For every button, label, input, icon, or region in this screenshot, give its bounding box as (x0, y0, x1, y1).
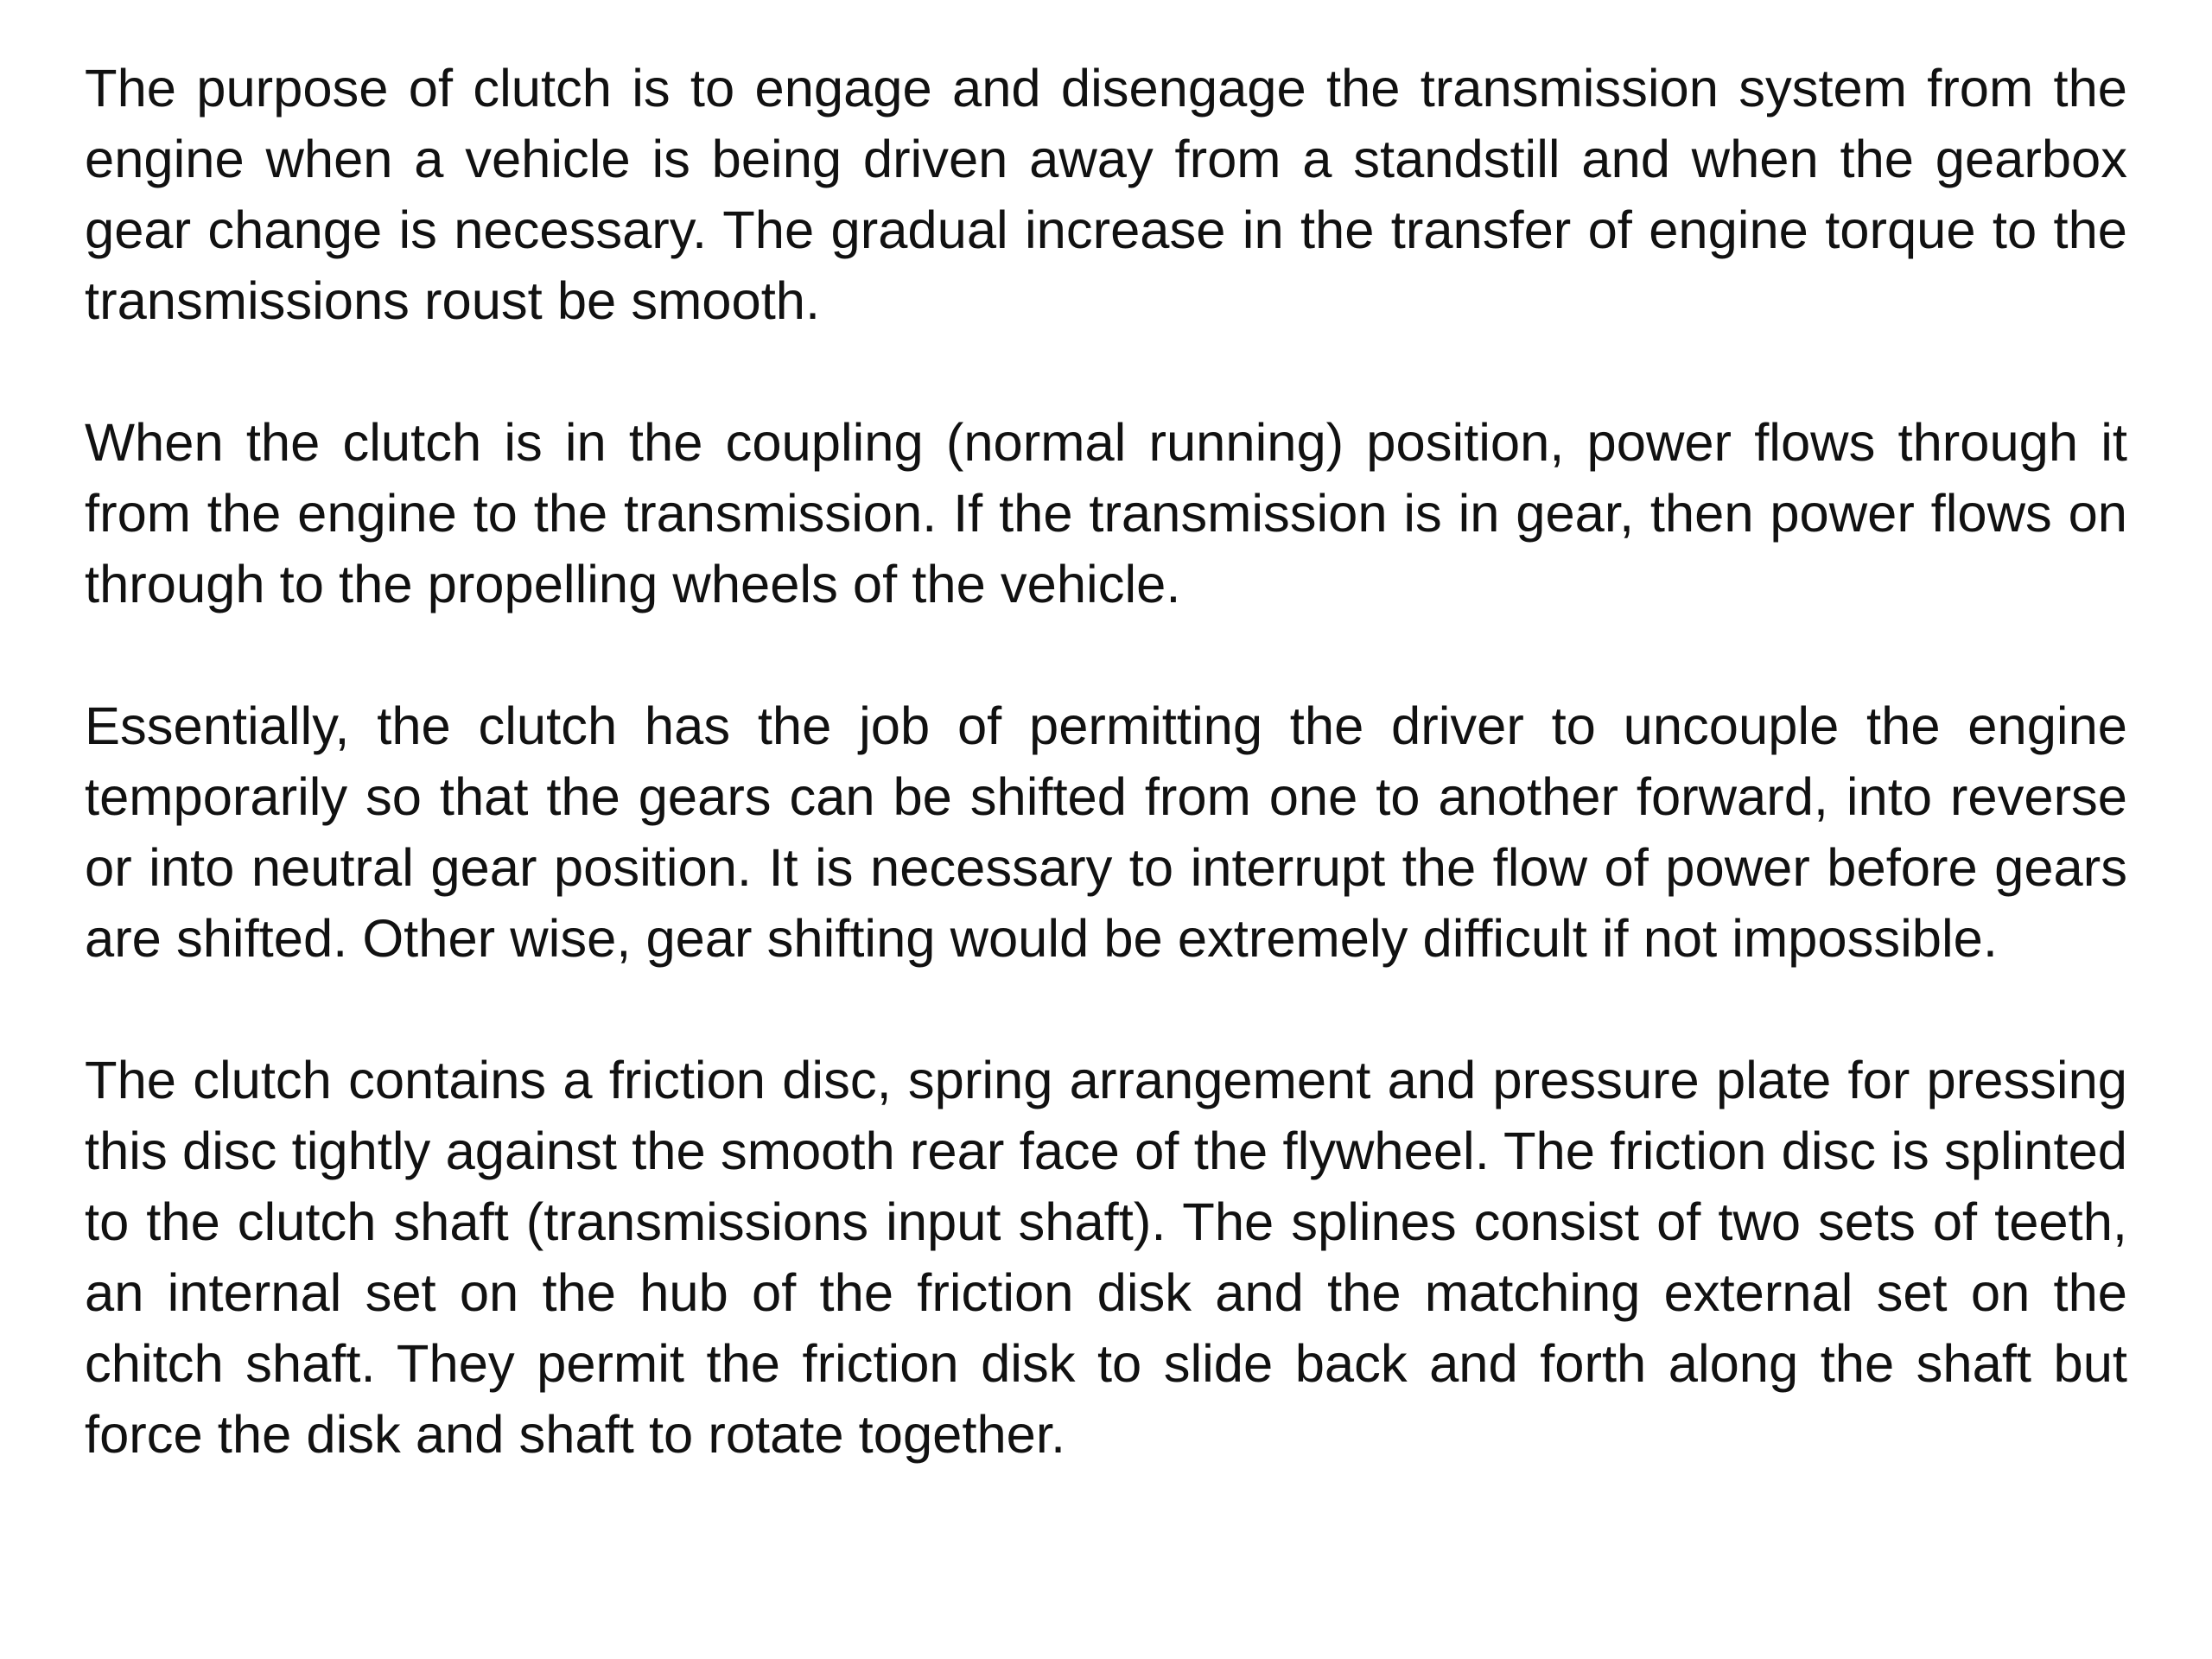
paragraph-power-flow: When the clutch is in the coupling (normal running) position, power flows through it from the engine to the transmission. If the transmission is in gear, then power flows on through to the propelling wheels of the vehicle. (85, 413, 2127, 614)
paragraph-clutch-purpose: The purpose of clutch is to engage and disengage the transmission system from the engine when a vehicle is being driven away from a standstill and when the gearbox gear change is necessary. The gradual increase in the transfer of engine torque to the transmissions roust be smooth. (85, 59, 2127, 331)
paragraph-uncoupling: Essentially, the clutch has the job of permitting the driver to uncouple the engine temporarily so that the gears can be shifted from one to another forward, into reverse or into neutral gear position. It is necessary to interrupt the flow of power before gears are shifted. Other wise, gear shifting would be extremely difficult if not impossible. (85, 696, 2127, 969)
paragraph-clutch-components: The clutch contains a friction disc, spring arrangement and pressure plate for pressing this disc tightly against the smooth rear face of the flywheel. The friction disc is splinted to the clutch shaft (transmissions input shaft). The splines consist of two sets of teeth, an internal set on the hub of the friction disk and the matching external set on the chitch shaft. They permit the friction disk to slide back and forth along the shaft but force the disk and shaft to rotate together. (85, 1051, 2127, 1465)
